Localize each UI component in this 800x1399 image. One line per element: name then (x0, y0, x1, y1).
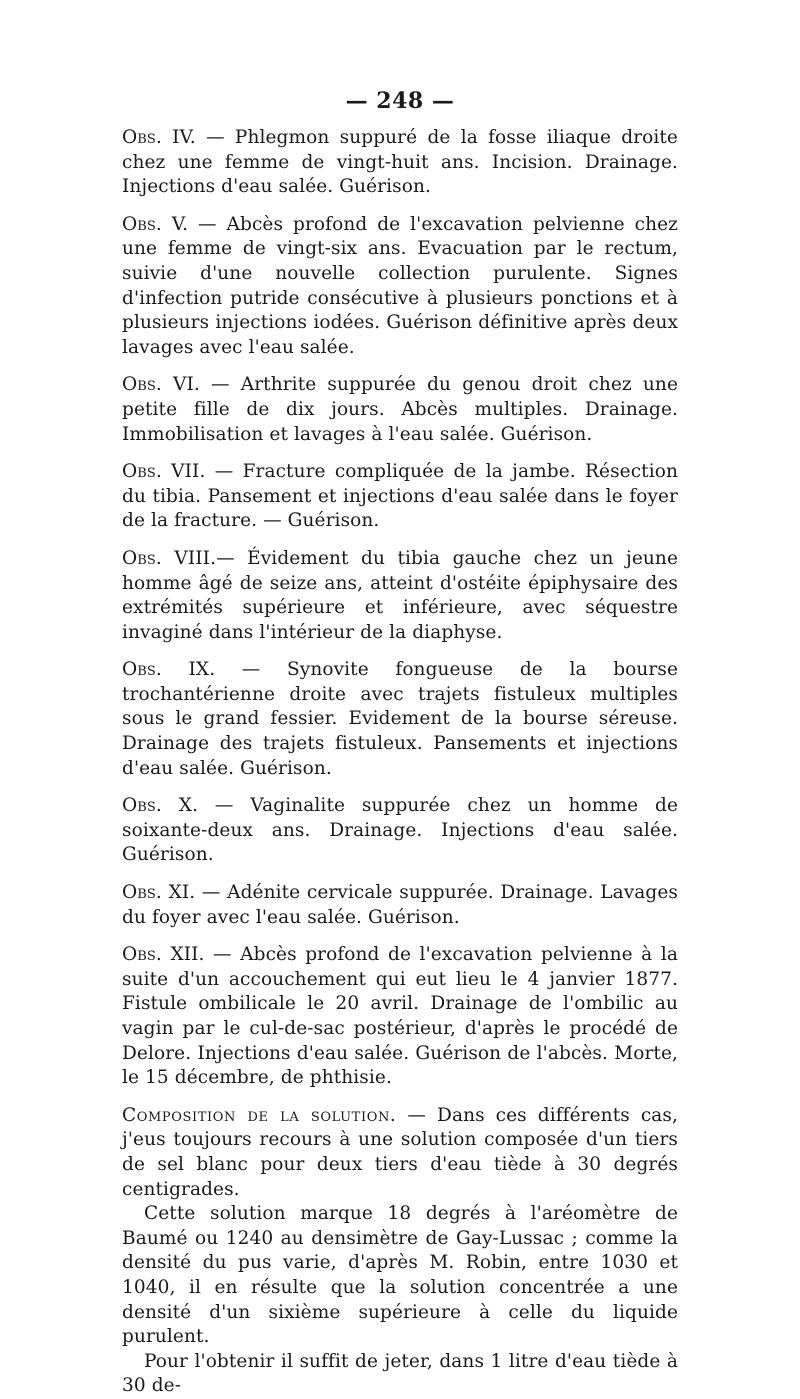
observation-ix (122, 658, 678, 781)
observation-text: — Arthrite suppurée du genou droit chez une petite fille de dix jours. Abcès multiples. Drainage. Immobilisation et lavages à l'eau salée. Guérison. (122, 374, 678, 445)
observation-x (122, 794, 678, 868)
observation-viii (122, 547, 678, 645)
observation-label: Obs. XI. (122, 882, 196, 904)
observation-label: Obs. VII. (122, 461, 206, 483)
observation-label: Obs. VIII. (122, 547, 217, 569)
preparation-paragraph: Pour l'obtenir il suffit de jeter, dans 1 litre d'eau tiède à 30 de- (122, 1350, 678, 1397)
composition-paragraph (122, 1104, 678, 1202)
observation-label: Obs. X. (122, 795, 199, 817)
observation-text: — Abcès profond de l'excavation pelvienne chez une femme de vingt-six ans. Evacuation par le rectum, suivie d'une nouvelle collection purulente. Signes d'infection putride consécutive à plusieurs ponctions et à plusieurs injections iodées. Guérison définitive après deux lavages avec l'eau salée. (122, 213, 678, 358)
observation-iv (122, 126, 678, 200)
observation-label: Obs. XII. (122, 944, 205, 966)
observation-text: — Fracture compliquée de la jambe. Résection du tibia. Pansement et injections d'eau salée dans le foyer de la fracture. — Guérison. (122, 461, 678, 532)
observation-xii (122, 943, 678, 1091)
page-body (122, 126, 678, 1399)
page-number: — 248 — (345, 88, 455, 114)
observation-text: — Adénite cervicale suppurée. Drainage. Lavages du foyer avec l'eau salée. Guérison. (122, 882, 678, 928)
observation-v (122, 213, 678, 361)
observation-text: — Vaginalite suppurée chez un homme de soixante-deux ans. Drainage. Injections d'eau salée. Guérison. (122, 795, 678, 866)
observation-xi (122, 881, 678, 930)
observation-text: — Phlegmon suppuré de la fosse iliaque droite chez une femme de vingt-huit ans. Incision. Drainage. Injections d'eau salée. Guérison. (122, 127, 678, 198)
observation-text: — Évidement du tibia gauche chez un jeune homme âgé de seize ans, atteint d'ostéite épiphysaire des extrémités supérieure et inférieure, avec séquestre invaginé dans l'intérieur de la diaphyse. (122, 547, 678, 643)
density-paragraph: Cette solution marque 18 degrés à l'aréomètre de Baumé ou 1240 au densimètre de Gay-Lussac ; comme la densité du pus varie, d'après M. Robin, entre 1030 et 1040, il en résulte que la solution concentrée a une densité d'un sixième supérieure à celle du liquide purulent. (122, 1203, 678, 1348)
composition-heading: Composition de la solution. (122, 1104, 397, 1126)
observation-text: — Abcès profond de l'excavation pelvienne à la suite d'un accouchement qui eut lieu le 4 janvier 1877. Fistule ombilicale le 20 avril. Drainage de l'ombilic au vagin par le cul-de-sac postérieur, d'après le procédé de Delore. Injections d'eau salée. Guérison de l'abcès. Morte, le 15 décembre, de phthisie. (122, 944, 678, 1089)
observation-vi (122, 373, 678, 447)
observation-label: Obs. IX. (122, 659, 216, 681)
observation-text: — Synovite fongueuse de la bourse trochantérienne droite avec trajets fistuleux multiples sous le grand fessier. Evidement de la bourse séreuse. Drainage des trajets fistuleux. Pansements et injections d'eau salée. Guérison. (122, 659, 678, 779)
observation-label: Obs. IV. (122, 127, 196, 148)
observation-label: Obs. V. (122, 213, 189, 235)
composition-text: — Dans ces différents cas, j'eus toujours recours à une solution composée d'un tiers de sel blanc pour deux tiers d'eau tiède à 30 degrés centigrades. (122, 1104, 678, 1200)
observation-vii (122, 460, 678, 534)
observation-label: Obs. VI. (122, 374, 200, 396)
